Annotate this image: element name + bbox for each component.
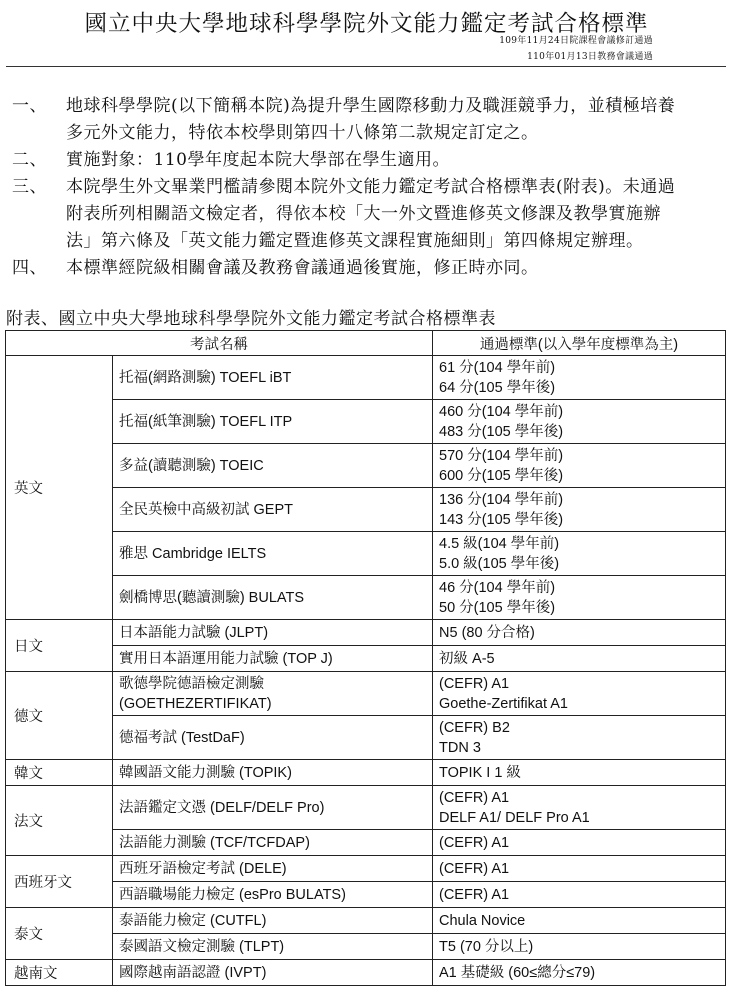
exam-name-line: 西語職場能力檢定 (esPro BULATS) [119, 886, 346, 903]
language-cell: 英文 [6, 356, 113, 620]
exam-name-cell [113, 646, 433, 672]
pass-standard-cell [433, 960, 726, 986]
pass-standard-cell [433, 620, 726, 646]
approval-note: 110年01月13日教務會議通過 [527, 52, 653, 62]
clause-list [12, 93, 724, 282]
pass-standard-cell [433, 444, 726, 488]
pass-standard-cell [433, 882, 726, 908]
table-row [6, 576, 726, 620]
pass-standard-cell [433, 356, 726, 400]
pass-standard-line: 50 分(105 學年後) [439, 599, 556, 616]
pass-standard-line: (CEFR) A1 [439, 834, 510, 851]
exam-name-cell [113, 356, 433, 400]
pass-standard-cell [433, 532, 726, 576]
table-row [6, 786, 726, 830]
exam-name-cell [113, 856, 433, 882]
exam-name-cell [113, 576, 433, 620]
pass-standard-cell [433, 760, 726, 786]
pass-standard-line: A1 基礎級 (60≤總分≤79) [439, 964, 596, 981]
table-row [6, 934, 726, 960]
pass-standard-line: T5 (70 分以上) [439, 938, 534, 955]
clause-item [12, 93, 724, 147]
pass-standard-line: 483 分(105 學年後) [439, 423, 564, 440]
pass-standard-line: 460 分(104 學年前) [439, 403, 564, 420]
clause-item [12, 147, 724, 174]
pass-standard-line: 初級 A-5 [439, 650, 495, 667]
header-divider [6, 66, 726, 67]
clause-number: 一、 [12, 96, 47, 116]
exam-name-line: 劍橋博思(聽讀測驗) BULATS [119, 589, 305, 606]
pass-standard-line: 64 分(105 學年後) [439, 379, 556, 396]
exam-name-cell [113, 532, 433, 576]
pass-standard-line: 46 分(104 學年前) [439, 579, 556, 596]
exam-name-cell [113, 716, 433, 760]
table-row [6, 646, 726, 672]
exam-name-line: 歌德學院德語檢定測驗 [119, 675, 264, 692]
standards-table [5, 330, 726, 986]
pass-standard-line: Chula Novice [439, 912, 526, 929]
clause-body [56, 93, 724, 147]
exam-name-line: 托福(紙筆測驗) TOEFL ITP [119, 413, 293, 430]
exam-name-line: 韓國語文能力測驗 (TOPIK) [119, 764, 292, 781]
table-row [6, 400, 726, 444]
pass-standard-line: DELF A1/ DELF Pro A1 [439, 809, 590, 826]
clause-line: 實施對象：110學年度起本院大學部在學生適用。 [66, 150, 450, 170]
language-cell: 泰文 [6, 908, 113, 960]
pass-standard-cell [433, 400, 726, 444]
clause-line: 本標準經院級相關會議及教務會議通過後實施，修正時亦同。 [66, 258, 539, 278]
pass-standard-cell [433, 646, 726, 672]
language-cell: 德文 [6, 672, 113, 760]
pass-standard-line: 61 分(104 學年前) [439, 359, 556, 376]
table-row [6, 830, 726, 856]
exam-name-line: 托福(網路測驗) TOEFL iBT [119, 369, 292, 386]
pass-standard-line: (CEFR) A1 [439, 675, 510, 692]
exam-name-line: 多益(讀聽測驗) TOEIC [119, 457, 264, 474]
pass-standard-cell [433, 672, 726, 716]
language-cell: 韓文 [6, 760, 113, 786]
exam-name-line: 法語能力測驗 (TCF/TCFDAP) [119, 834, 310, 851]
table-row [6, 488, 726, 532]
exam-name-line: 雅思 Cambridge IELTS [119, 545, 267, 562]
exam-name-cell [113, 488, 433, 532]
pass-standard-cell [433, 716, 726, 760]
clause-line: 地球科學學院(以下簡稱本院)為提升學生國際移動力及職涯競爭力，並積極培養 [66, 96, 676, 116]
table-row [6, 532, 726, 576]
table-body [6, 356, 726, 986]
clause-number: 三、 [12, 177, 47, 197]
pass-standard-line: (CEFR) A1 [439, 860, 510, 877]
language-cell: 越南文 [6, 960, 113, 986]
clause-body [56, 147, 724, 174]
pass-standard-line: (CEFR) A1 [439, 789, 510, 806]
pass-standard-cell [433, 856, 726, 882]
exam-name-line: 全民英檢中高級初試 GEPT [119, 501, 294, 518]
pass-standard-line: TOPIK I 1 級 [439, 764, 521, 781]
table-row [6, 856, 726, 882]
pass-standard-header: 通過標準(以入學年度標準為主) [433, 331, 726, 356]
pass-standard-line: TDN 3 [439, 739, 481, 756]
clause-number: 四、 [12, 258, 47, 278]
table-row [6, 356, 726, 400]
table-row [6, 908, 726, 934]
exam-name-line: 德福考試 (TestDaF) [119, 729, 245, 746]
clause-item [12, 255, 724, 282]
approval-note: 109年11月24日院課程會議修訂通過 [499, 36, 653, 46]
exam-name-cell [113, 830, 433, 856]
exam-name-cell [113, 400, 433, 444]
exam-name-cell [113, 444, 433, 488]
pass-standard-line: 5.0 級(105 學年後) [439, 555, 560, 572]
exam-name-line: 法語鑑定文憑 (DELF/DELF Pro) [119, 799, 325, 816]
pass-standard-line: (CEFR) B2 [439, 719, 510, 736]
table-row [6, 882, 726, 908]
table-row [6, 620, 726, 646]
pass-standard-cell [433, 576, 726, 620]
exam-name-line: (GOETHEZERTIFIKAT) [119, 695, 272, 712]
table-row [6, 960, 726, 986]
clause-number: 二、 [12, 150, 47, 170]
exam-name-cell [113, 786, 433, 830]
table-row [6, 672, 726, 716]
exam-name-cell [113, 908, 433, 934]
exam-name-line: 泰國語文檢定測驗 (TLPT) [119, 938, 285, 955]
clause-body [56, 174, 724, 255]
pass-standard-line: Goethe-Zertifikat A1 [439, 695, 568, 712]
exam-name-line: 泰語能力檢定 (CUTFL) [119, 912, 267, 929]
table-row [6, 716, 726, 760]
pass-standard-line: (CEFR) A1 [439, 886, 510, 903]
approval-notes [499, 33, 653, 65]
exam-name-cell [113, 934, 433, 960]
exam-name-cell [113, 882, 433, 908]
exam-name-line: 實用日本語運用能力試驗 (TOP J) [119, 650, 333, 667]
exam-name-cell [113, 672, 433, 716]
document-title: 國立中央大學地球科學學院外文能力鑑定考試合格標準 [84, 11, 649, 37]
pass-standard-cell [433, 786, 726, 830]
pass-standard-line: N5 (80 分合格) [439, 624, 535, 641]
pass-standard-cell [433, 934, 726, 960]
table-row [6, 760, 726, 786]
clause-line: 附表所列相關語文檢定者，得依本校「大一外文暨進修英文修課及教學實施辦 [66, 204, 661, 224]
language-cell: 西班牙文 [6, 856, 113, 908]
pass-standard-line: 600 分(105 學年後) [439, 467, 564, 484]
pass-standard-line: 4.5 級(104 學年前) [439, 535, 560, 552]
language-cell: 法文 [6, 786, 113, 856]
exam-name-cell [113, 760, 433, 786]
table-header-row [6, 331, 726, 356]
clause-line: 本院學生外文畢業門檻請參閱本院外文能力鑑定考試合格標準表(附表)。未通過 [66, 177, 676, 197]
table-caption: 附表、國立中央大學地球科學學院外文能力鑑定考試合格標準表 [6, 309, 496, 329]
pass-standard-cell [433, 908, 726, 934]
clause-item [12, 174, 724, 255]
exam-name-line: 西班牙語檢定考試 (DELE) [119, 860, 287, 877]
pass-standard-cell [433, 488, 726, 532]
exam-name-cell [113, 620, 433, 646]
clause-line: 多元外文能力，特依本校學則第四十八條第二款規定訂定之。 [66, 123, 539, 143]
exam-name-line: 日本語能力試驗 (JLPT) [119, 624, 269, 641]
pass-standard-line: 143 分(105 學年後) [439, 511, 564, 528]
language-cell: 日文 [6, 620, 113, 672]
table-row [6, 444, 726, 488]
exam-name-line: 國際越南語認證 (IVPT) [119, 964, 267, 981]
pass-standard-line: 136 分(104 學年前) [439, 491, 564, 508]
pass-standard-cell [433, 830, 726, 856]
pass-standard-line: 570 分(104 學年前) [439, 447, 564, 464]
clause-line: 法」第六條及「英文能力鑑定暨進修英文課程實施細則」第四條規定辦理。 [66, 231, 644, 251]
exam-name-header: 考試名稱 [6, 331, 433, 356]
clause-body [56, 255, 724, 282]
exam-name-cell [113, 960, 433, 986]
